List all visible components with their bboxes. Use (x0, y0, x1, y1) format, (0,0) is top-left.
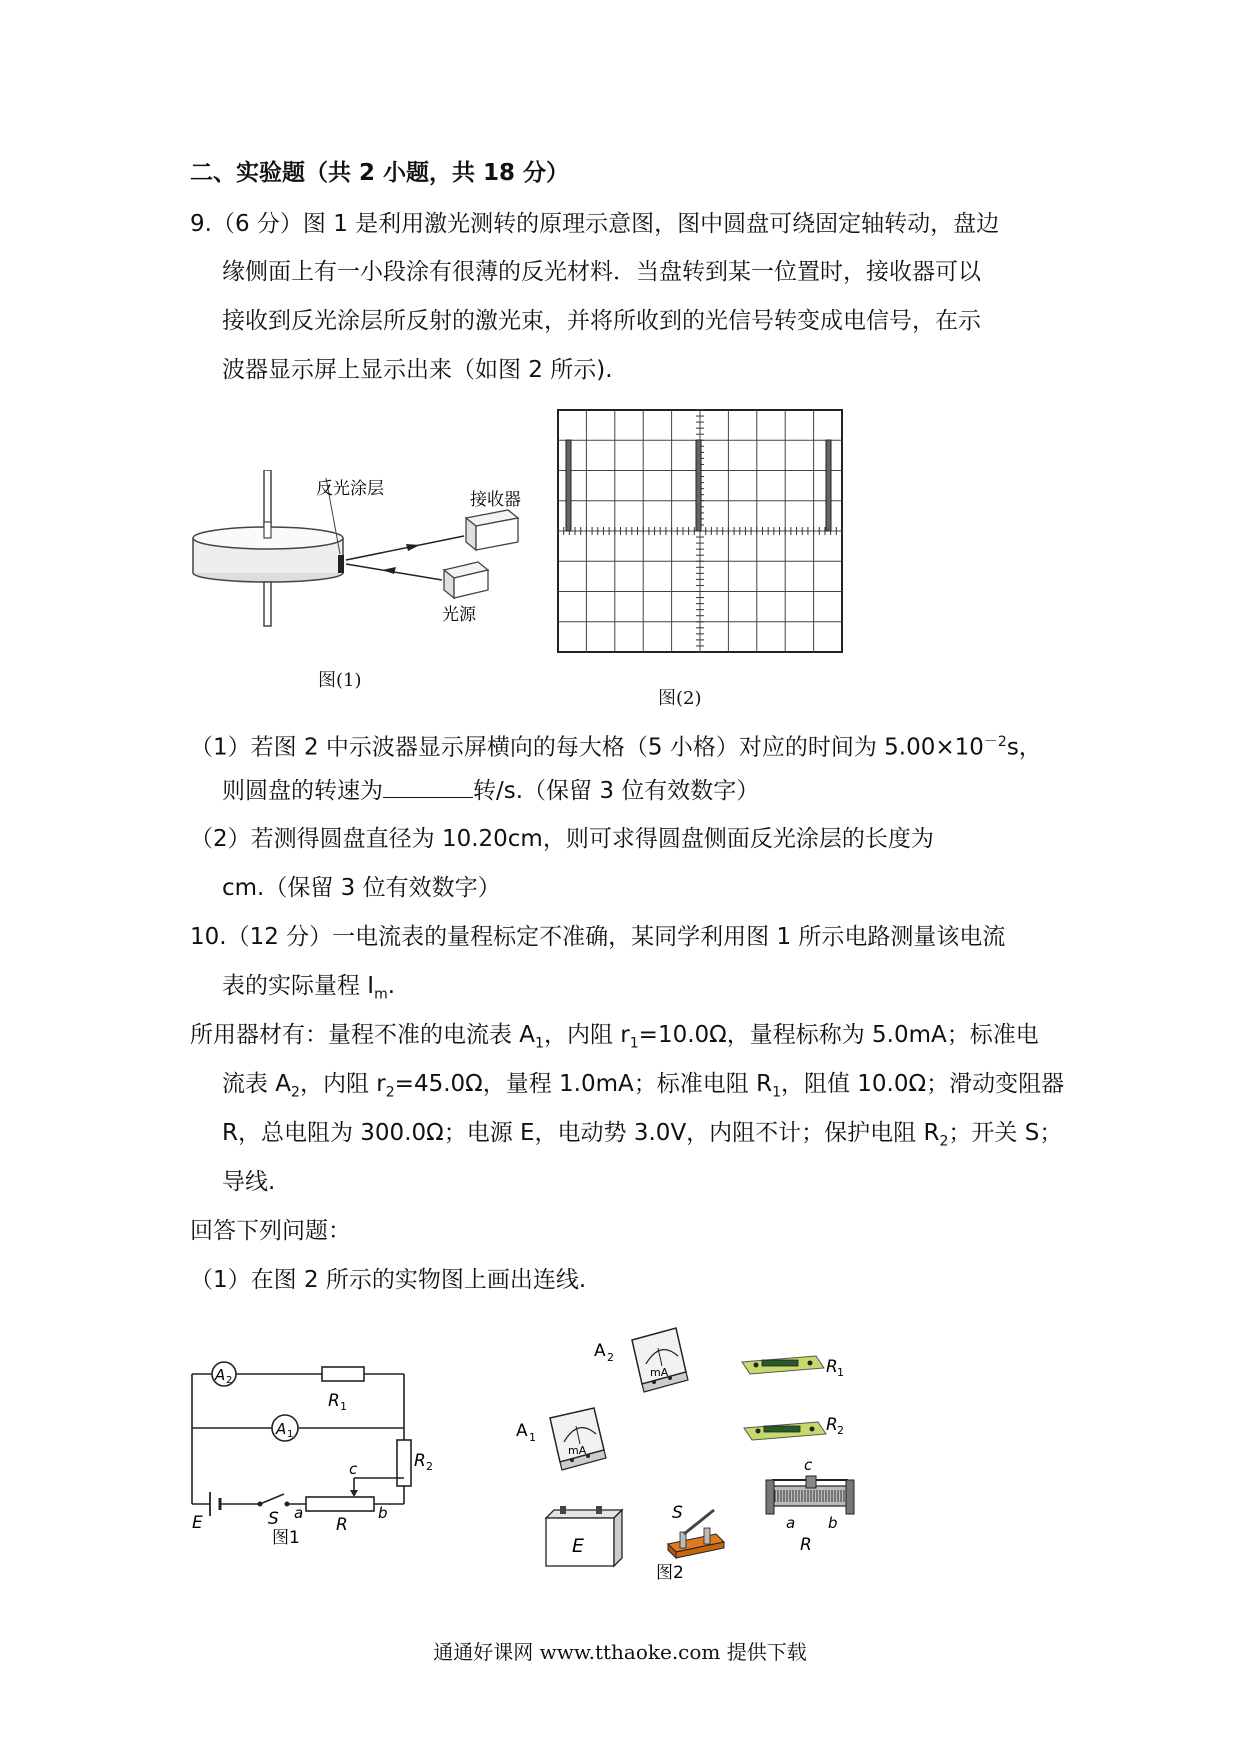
receiver-box (466, 510, 518, 550)
pulse-1 (566, 440, 571, 531)
circuit-label-r2: R (414, 1451, 426, 1471)
q10-line-2: 表的实际量程 $I_m$. (222, 973, 396, 1003)
circuit-label-r: R (336, 1515, 348, 1535)
rheostat-symbol (306, 1497, 374, 1511)
svg-text:1: 1 (287, 1429, 294, 1440)
svg-text:2: 2 (426, 1460, 433, 1473)
phys-label-a2: A (594, 1341, 606, 1361)
board-r2 (744, 1422, 826, 1440)
q9-sub2-line1: （2）若测得圆盘直径为 10.20cm，则可求得圆盘侧面反光涂层的长度为 (190, 826, 934, 852)
q9-line-2: 缘侧面上有一小段涂有很薄的反光材料．当盘转到某一位置时，接收器可以 (222, 259, 981, 285)
meter-a1 (550, 1408, 606, 1470)
q9-line-4: 波器显示屏上显示出来（如图 2 所示). (222, 357, 613, 383)
apparatus-diagram (510, 1320, 880, 1590)
circuit-caption: 图1 (272, 1528, 300, 1548)
pulse-2 (696, 440, 701, 531)
board-r1 (742, 1356, 824, 1374)
phys-label-r1: R (826, 1357, 838, 1377)
svg-text:mA: mA (568, 1444, 587, 1457)
svg-text:1: 1 (837, 1366, 844, 1379)
switch-symbol (260, 1494, 284, 1504)
laser-disc-diagram (188, 470, 548, 630)
page-footer: 通通好课网 www.tthaoke.com 提供下载 (433, 1640, 807, 1664)
q10-materials-2: 流表 $A_2$，内阻 $r_2=45.0\Omega$，量程 1.0mA；标准电阻 $R_1$，阻值 10.0Ω；滑动变阻器 (222, 1071, 1065, 1101)
circuit-label-a1: A (276, 1420, 287, 1438)
q10-materials-1: 所用器材有：量程不准的电流表 $A_1$，内阻 $r_1=10.0\Omega$，量程标称为 5.0mA；标准电 (190, 1022, 1039, 1052)
circuit-label-e: E (192, 1513, 203, 1533)
light-source-box (444, 562, 488, 598)
circuit-label-a2: A (215, 1366, 226, 1384)
circuit-label-a: a (294, 1504, 304, 1522)
q10-materials-3: R，总电阻为 300.0Ω；电源 E，电动势 3.0V，内阻不计；保护电阻 $R_2$；开关 S； (222, 1120, 1063, 1150)
phys-label-r: R (800, 1535, 812, 1555)
circuit-label-b: b (378, 1504, 388, 1522)
phys-label-r2: R (826, 1415, 838, 1435)
circuit-diagram (188, 1338, 448, 1548)
rheostat-device (766, 1476, 854, 1514)
phys-label-c: c (804, 1456, 813, 1474)
circuit-label-c: c (349, 1460, 358, 1478)
phys-label-a1: A (516, 1421, 528, 1441)
q10-answer-prompt: 回答下列问题： (190, 1218, 351, 1244)
fig2-caption: 图(2) (658, 688, 702, 709)
svg-text:2: 2 (226, 1375, 233, 1386)
phys-label-a: a (786, 1514, 796, 1532)
oscilloscope-screen (557, 409, 843, 653)
q9-sub1-line1: （1）若图 2 中示波器显示屏横向的每大格（5 小格）对应的时间为 $5.00\times 10^{-2}s$， (190, 734, 1042, 761)
q10-materials-4: 导线. (222, 1169, 276, 1195)
svg-text:1: 1 (529, 1431, 536, 1444)
phys-label-e: E (572, 1535, 585, 1557)
q9-sub1-line2: 则圆盘的转速为 转/s.（保留 3 位有效数字） (222, 775, 759, 806)
svg-text:mA: mA (650, 1366, 669, 1379)
section-title: 二、实验题（共 2 小题，共 18 分） (190, 160, 570, 186)
svg-text:1: 1 (340, 1400, 347, 1413)
circuit-label-s: S (268, 1509, 279, 1529)
q9-line-1: 9.（6 分）图 1 是利用激光测转的原理示意图，图中圆盘可绕固定轴转动，盘边 (190, 211, 1000, 237)
axle-bottom (264, 582, 271, 626)
circuit-label-r1: R (328, 1391, 340, 1411)
answer-blank-speed[interactable] (383, 775, 473, 798)
coating-label: 反光涂层 (316, 479, 384, 499)
resistor-r2-symbol (397, 1440, 411, 1486)
reflective-coating (338, 555, 344, 573)
q10-line-1: 10.（12 分）一电流表的量程标定不准确，某同学利用图 1 所示电路测量该电流 (190, 924, 1006, 950)
phys-label-b: b (828, 1514, 838, 1532)
source-label: 光源 (442, 605, 476, 625)
pulse-3 (826, 440, 831, 531)
resistor-r1-symbol (322, 1367, 364, 1381)
meter-a2 (632, 1328, 688, 1392)
phys-label-s: S (672, 1503, 683, 1523)
q9-sub2-line2: cm.（保留 3 位有效数字） (222, 875, 501, 901)
svg-text:2: 2 (837, 1424, 844, 1437)
fig1-caption: 图(1) (318, 670, 362, 691)
q9-line-3: 接收到反光涂层所反射的激光束，并将所收到的光信号转变成电信号，在示 (222, 308, 981, 334)
receiver-label: 接收器 (470, 490, 521, 510)
q10-sub1: （1）在图 2 所示的实物图上画出连线. (190, 1267, 587, 1293)
svg-text:2: 2 (607, 1351, 614, 1364)
reflected-beam (346, 536, 464, 560)
apparatus-caption: 图2 (656, 1563, 684, 1583)
